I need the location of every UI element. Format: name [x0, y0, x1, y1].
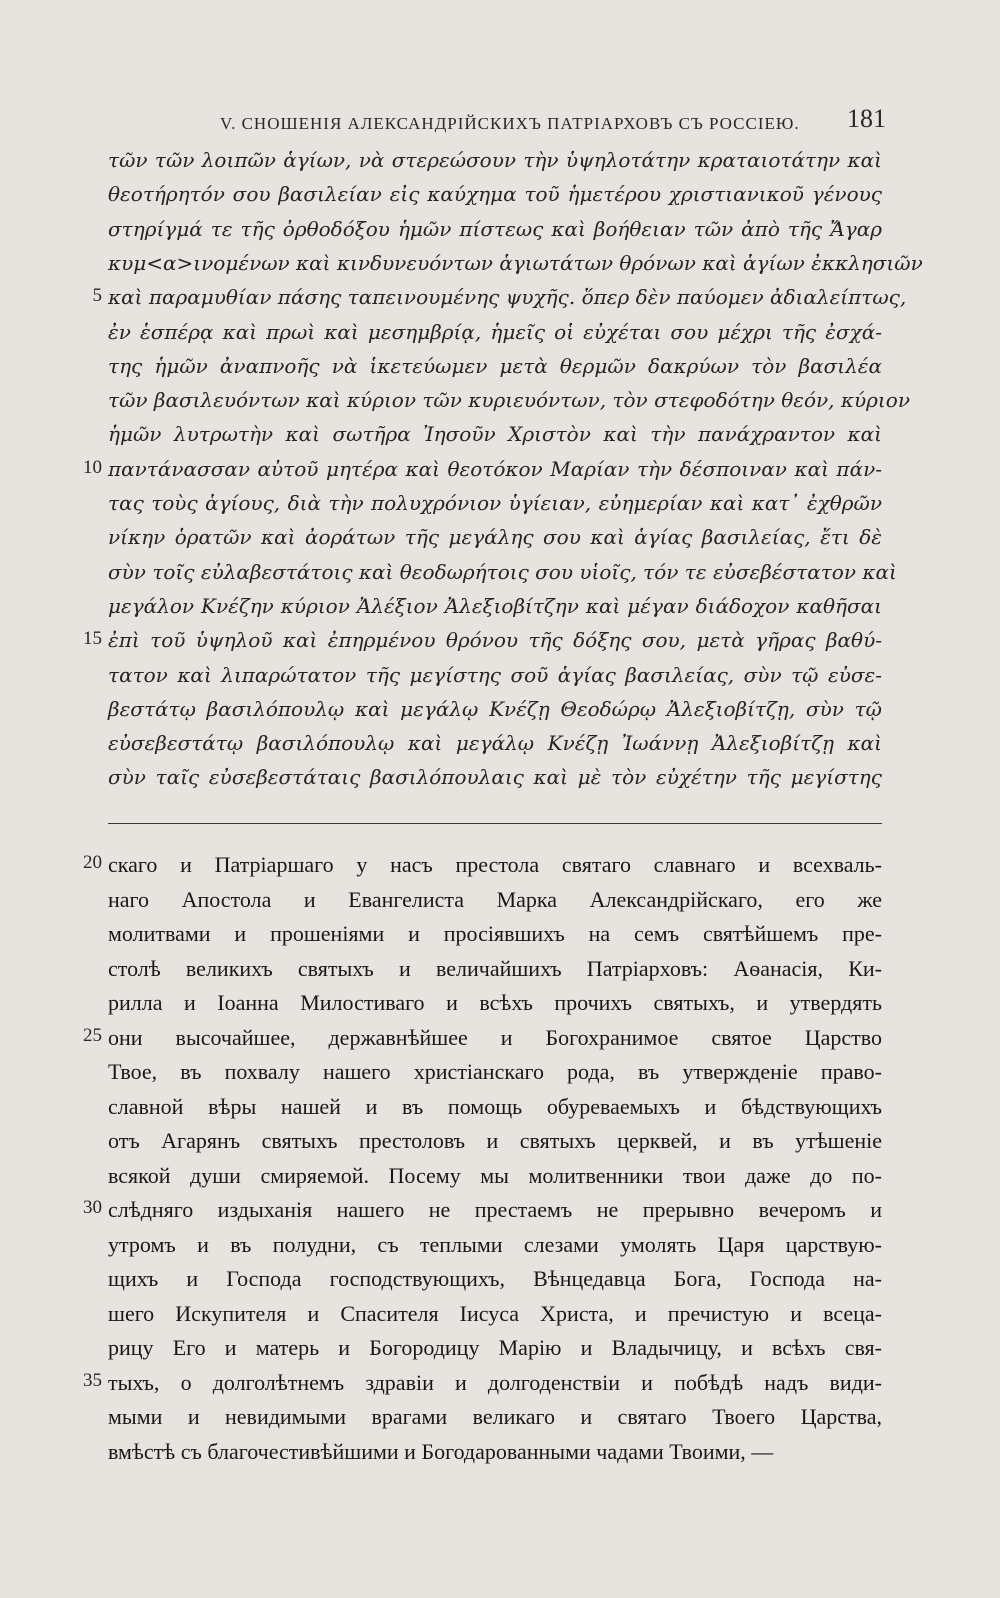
greek-line-text: κυμ<α>ινομένων καὶ κινδυνευόντων ἁγιωτάτων θρόνων καὶ ἁγίων ἐκκλησιῶν: [108, 250, 923, 275]
greek-line: [0, 148, 1000, 180]
russian-line-text: столѣ великихъ святыхъ и величайшихъ Патріарховъ: Аѳанасія, Ки-: [108, 955, 882, 981]
greek-line-text: ἡμῶν λυτρωτὴν καὶ σωτῆρα Ἰησοῦν Χριστὸν καὶ τὴν πανάχραντον καὶ: [108, 422, 882, 447]
russian-line-text: щихъ и Господа господствующихъ, Вѣнцедавца Бога, Господа на-: [108, 1266, 882, 1291]
russian-line: [0, 1266, 1000, 1298]
russian-line-text: тыхъ, о долголѣтнемъ здравіи и долгоденствіи и побѣдѣ надъ види-: [108, 1369, 882, 1395]
greek-line: [0, 525, 1000, 557]
greek-line-text: τῶν τῶν λοιπῶν ἁγίων, νὰ στερεώσουν τὴν ὑψηλοτάτην κραταιοτάτην καὶ: [108, 148, 882, 172]
russian-line-text: шего Искупителя и Спасителя Іисуса Христа, и пречистую и всеца-: [108, 1300, 882, 1326]
greek-line: [0, 731, 1000, 763]
russian-line: [0, 956, 1000, 988]
russian-line-text: слѣдняго издыханія нашего не престаемъ не прерывно вечеромъ и: [108, 1197, 882, 1222]
russian-line-text: всякой души смиряемой. Посему мы молитвенники твои даже до по-: [108, 1162, 882, 1188]
russian-line: [0, 1232, 1000, 1264]
russian-line-text: скаго и Патріаршаго у насъ престола святаго славнаго и всехваль-: [108, 852, 882, 877]
russian-line: [0, 852, 1000, 884]
section-divider: [108, 823, 882, 824]
russian-line: [0, 1059, 1000, 1091]
greek-line-text: στηρίγμά τε τῆς ὀρθοδόξου ἡμῶν πίστεως καὶ βοήθειαν τῶν ἀπὸ τῆς Ἄγαρ: [108, 216, 882, 241]
russian-line-text: рицу Его и матерь и Богородицу Марію и Владычицу, и всѣхъ свя-: [108, 1335, 882, 1360]
greek-line: [0, 491, 1000, 523]
greek-line: [0, 388, 1000, 420]
russian-line: [0, 1370, 1000, 1402]
line-number: 20: [83, 852, 102, 873]
russian-line-text: мыми и невидимыми врагами великаго и святаго Твоего Царства,: [108, 1404, 882, 1429]
russian-line: [0, 1404, 1000, 1436]
greek-line-text: εὐσεβεστάτῳ βασιλόπουλῳ καὶ μεγάλῳ Κνέζῃ Ἰωάννῃ Ἀλεξιοβίτζῃ καὶ: [108, 731, 882, 756]
greek-line: [0, 422, 1000, 454]
greek-line: [0, 251, 1000, 283]
greek-line-text: νίκην ὁρατῶν καὶ ἀοράτων τῆς μεγάλης σου καὶ ἁγίας βασιλείας, ἔτι δὲ: [108, 525, 882, 550]
greek-line-text: θεοτήρητόν σου βασιλείαν εἰς καύχημα τοῦ ἡμετέρου χριστιανικοῦ γένους: [108, 182, 882, 207]
greek-line: [0, 285, 1000, 317]
page-number: 181: [847, 104, 886, 133]
russian-line: [0, 1301, 1000, 1333]
russian-line: [0, 1128, 1000, 1160]
greek-line-text: βεστάτῳ βασιλόπουλῳ καὶ μεγάλῳ Κνέζῃ Θεοδώρῳ Ἀλεξιοβίτζῃ, σὺν τῷ: [108, 696, 882, 721]
greek-line: [0, 560, 1000, 592]
greek-line-text: τατον καὶ λιπαρώτατον τῆς μεγίστης σοῦ ἁγίας βασιλείας, σὺν τῷ εὐσε-: [108, 662, 882, 687]
russian-line-text: утромъ и въ полудни, съ теплыми слезами умолять Царя царствую-: [108, 1231, 882, 1257]
greek-line-text: μεγάλον Κνέζην κύριον Ἀλέξιον Ἀλεξιοβίτζην καὶ μέγαν διάδοχον καθῆσαι: [108, 593, 882, 618]
russian-line: [0, 1094, 1000, 1126]
line-number: 5: [92, 285, 102, 307]
greek-line: [0, 217, 1000, 249]
russian-line-text: Твое, въ похвалу нашего христіанскаго рода, въ утвержденіе право-: [108, 1059, 882, 1084]
line-number: 30: [83, 1197, 102, 1218]
greek-line-text: ἐν ἑσπέρᾳ καὶ πρωὶ καὶ μεσημβρίᾳ, ἡμεῖς οἱ εὐχέται σου μέχρι τῆς ἐσχά-: [108, 319, 882, 344]
russian-line: [0, 1025, 1000, 1057]
greek-line-text: σὺν τοῖς εὐλαβεστάτοις καὶ θεοδωρήτοις σου υἱοῖς, τόν τε εὐσεβέστατον καὶ: [108, 559, 897, 584]
russian-line-text: молитвами и прошеніями и просіявшихъ на семъ святѣйшемъ пре-: [108, 921, 882, 946]
greek-line: [0, 765, 1000, 797]
russian-line-text: наго Апостола и Евангелиста Марка Александрійскаго, его же: [108, 886, 882, 912]
greek-line: [0, 628, 1000, 660]
russian-line: [0, 1197, 1000, 1229]
greek-line: [0, 354, 1000, 386]
russian-line: [0, 1439, 1000, 1471]
greek-line-text: τας τοὺς ἁγίους, διὰ τὴν πολυχρόνιον ὑγίειαν, εὐημερίαν καὶ κατ᾿ ἐχθρῶν: [108, 491, 882, 515]
russian-line: [0, 1335, 1000, 1367]
greek-line: [0, 457, 1000, 489]
russian-line: [0, 1163, 1000, 1195]
russian-line-text: отъ Агарянъ святыхъ престоловъ и святыхъ церквей, и въ утѣшеніе: [108, 1128, 882, 1153]
russian-line-text: славной вѣры нашей и въ помощь обуреваемыхъ и бѣдствующихъ: [108, 1093, 882, 1119]
line-number: 15: [83, 628, 102, 650]
greek-line-text: παντάνασσαν αὐτοῦ μητέρα καὶ θεοτόκον Μαρίαν τὴν δέσποιναν καὶ πάν-: [108, 456, 882, 481]
greek-line: [0, 663, 1000, 695]
greek-line: [0, 320, 1000, 352]
line-number: 25: [83, 1024, 102, 1046]
greek-line-text: της ἡμῶν ἀναπνοῆς νὰ ἱκετεύωμεν μετὰ θερμῶν δακρύων τὸν βασιλέα: [108, 353, 882, 378]
line-number: 35: [83, 1369, 102, 1391]
greek-line-text: ἐπὶ τοῦ ὑψηλοῦ καὶ ἐπηρμένου θρόνου τῆς δόξης σου, μετὰ γῆρας βαθύ-: [108, 628, 882, 653]
greek-line: [0, 182, 1000, 214]
russian-line: [0, 887, 1000, 919]
greek-line: [0, 697, 1000, 729]
russian-line-text: рилла и Іоанна Милостиваго и всѣхъ прочихъ святыхъ, и утвердять: [108, 990, 882, 1015]
russian-line: [0, 921, 1000, 953]
russian-line-text: вмѣстѣ съ благочестивѣйшими и Богодарованными чадами Твоими, —: [108, 1438, 774, 1464]
greek-line-text: καὶ παραμυθίαν πάσης ταπεινουμένης ψυχῆς. ὅπερ δὲν παύομεν ἀδιαλείπτως,: [108, 285, 907, 310]
russian-line-text: они высочайшее, державнѣйшее и Богохранимое святое Царство: [108, 1024, 882, 1050]
line-number: 10: [83, 456, 102, 478]
greek-line-text: τῶν βασιλευόντων καὶ κύριον τῶν κυριευόντων, τὸν στεφοδότην θεόν, κύριον: [108, 388, 910, 413]
running-head: V. СНОШЕНІЯ АЛЕКСАНДРІЙСКИХЪ ПАТРІАРХОВЪ СЪ РОССІЕЮ.: [220, 114, 800, 133]
greek-line-text: σὺν ταῖς εὐσεβεστάταις βασιλόπουλαις καὶ μὲ τὸν εὐχέτην τῆς μεγίστης: [108, 765, 882, 790]
page-header: [100, 104, 886, 144]
greek-line: [0, 594, 1000, 626]
russian-line: [0, 990, 1000, 1022]
